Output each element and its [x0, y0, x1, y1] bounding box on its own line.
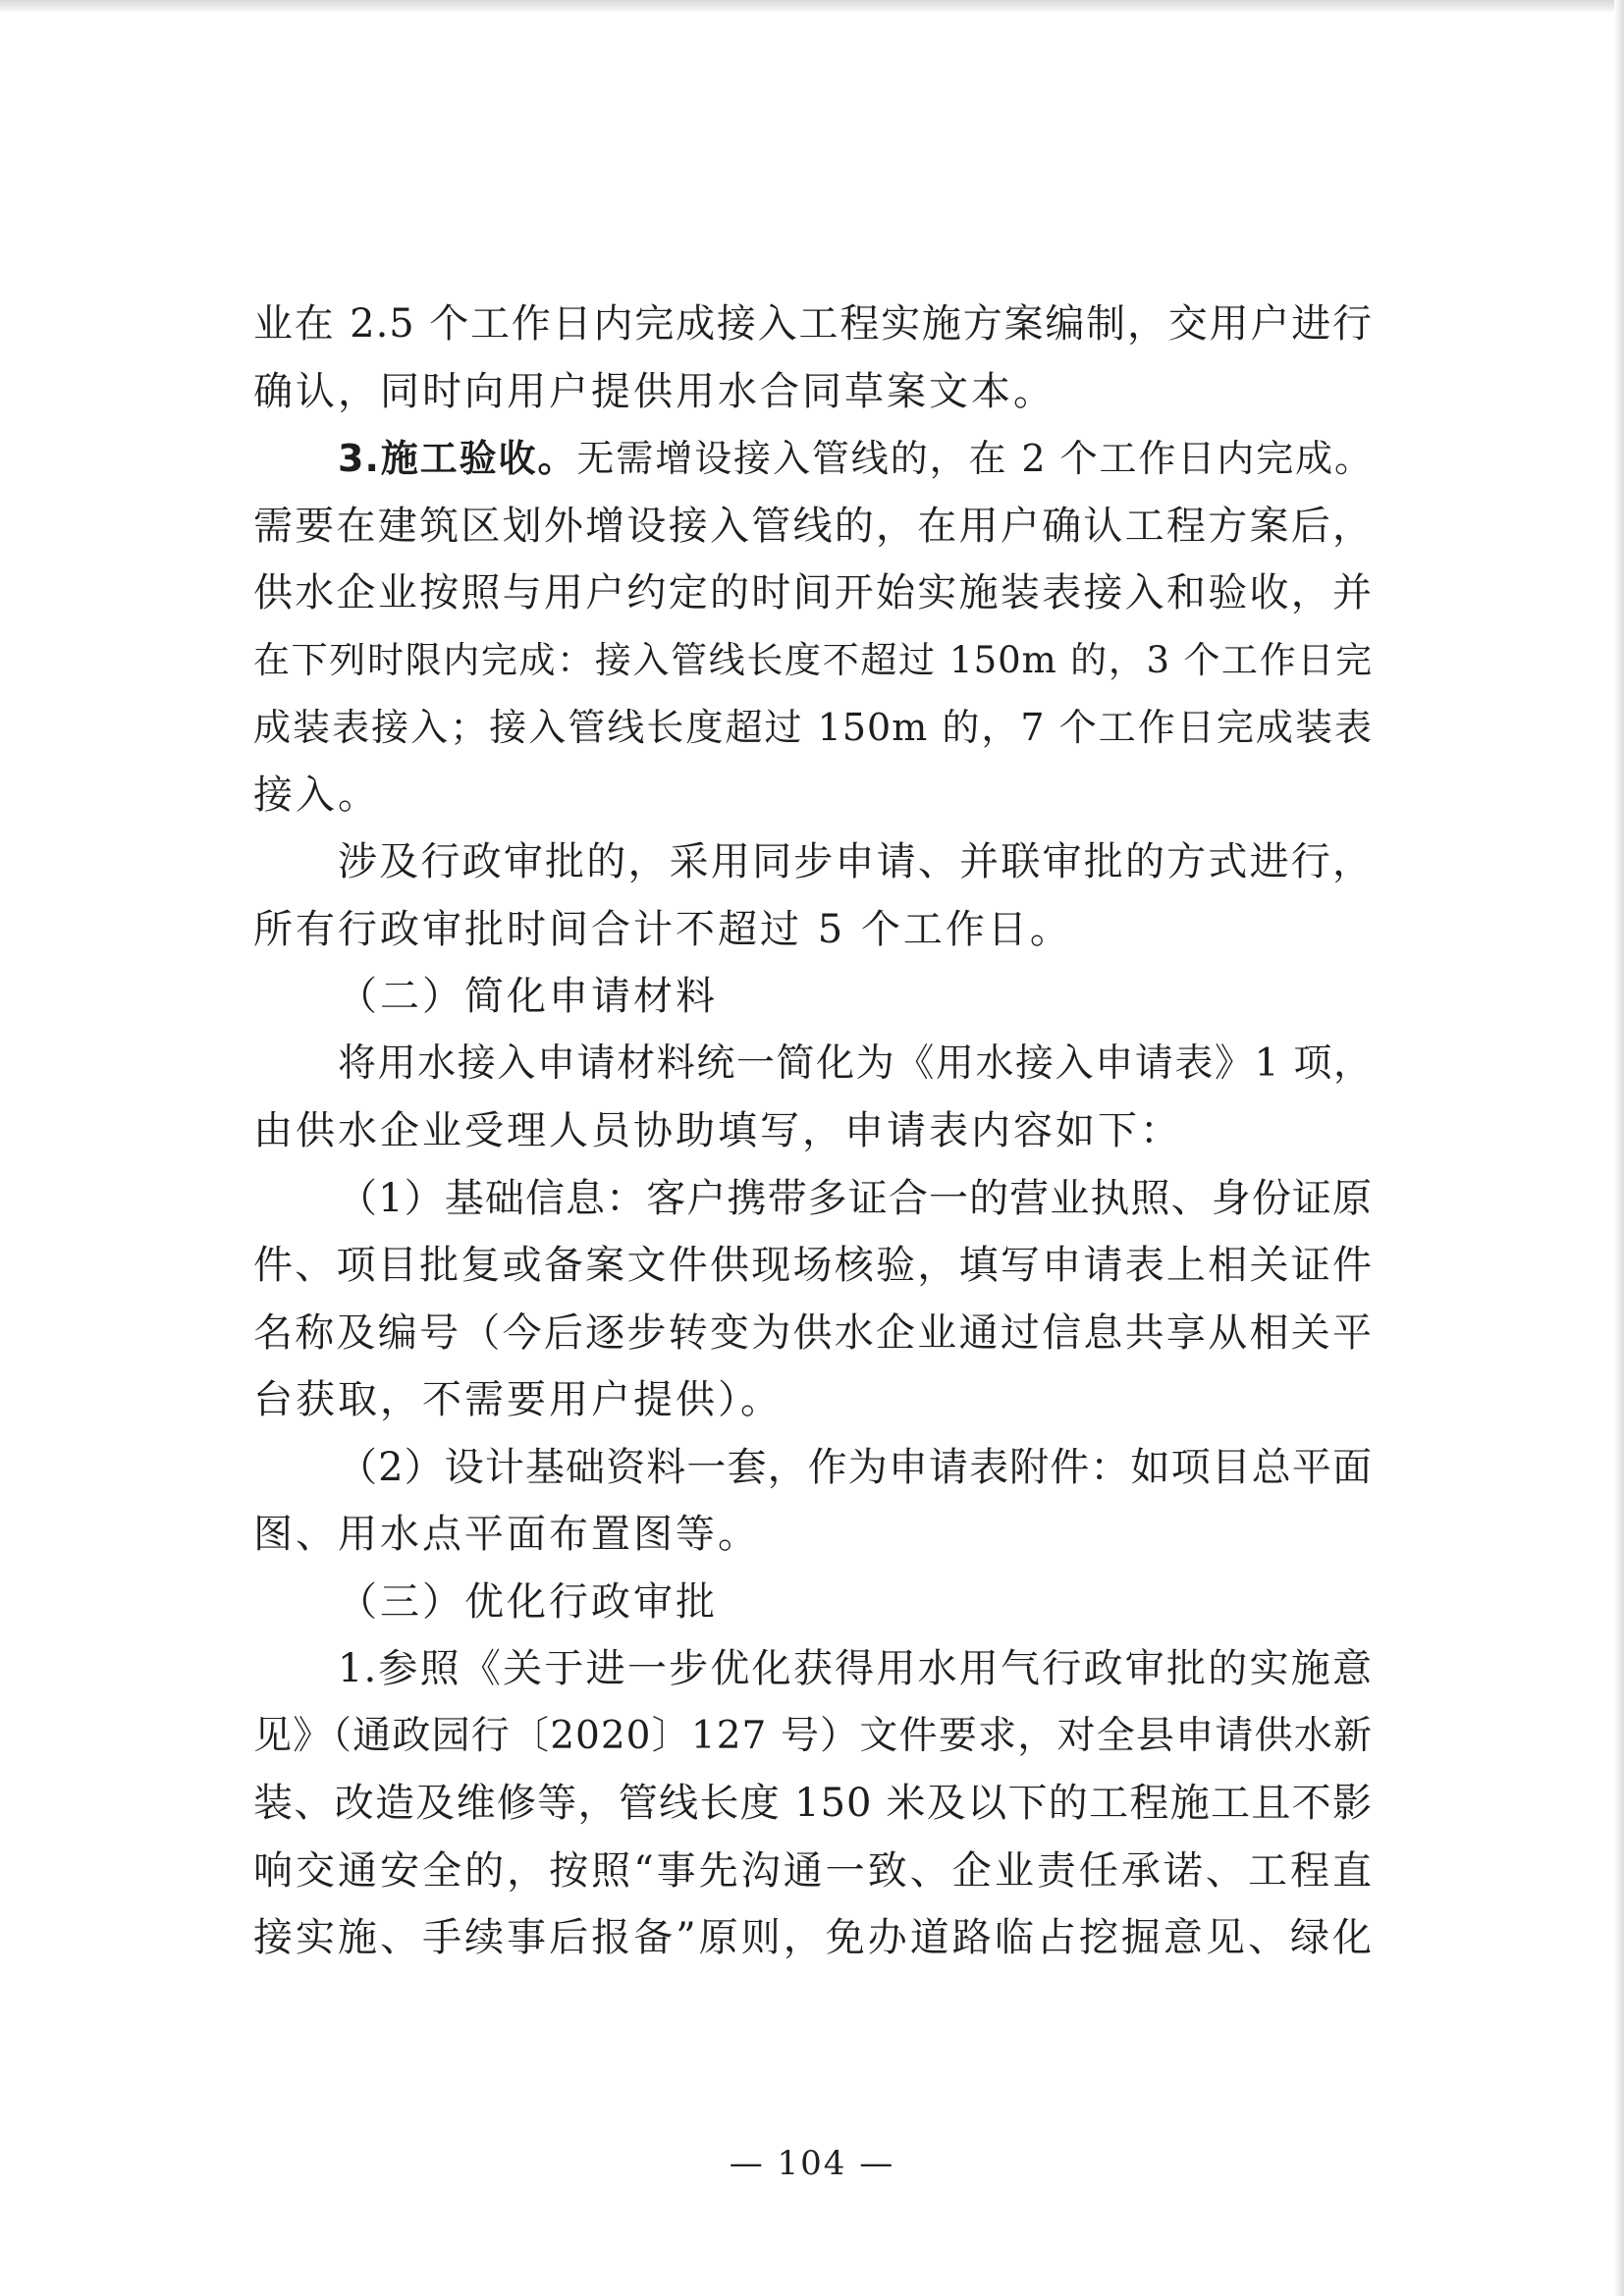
text-line: 台获取，不需要用户提供）。	[253, 1377, 783, 1422]
text-line: 确认，同时向用户提供用水合同草案文本。	[253, 368, 1056, 414]
text-span: 无需增设接入管线的，在 2 个工作日内完成。	[576, 437, 1373, 480]
document-body	[253, 291, 1373, 1972]
text-line: 见》（通政园行〔2020〕127 号）文件要求，对全县申请供水新	[253, 1713, 1373, 1758]
section-heading-construction-acceptance: 3.施工验收。	[338, 437, 577, 480]
text-line: 名称及编号（今后逐步转变为供水企业通过信息共享从相关平	[253, 1309, 1373, 1356]
section-heading: （二）简化申请材料	[338, 974, 718, 1019]
text-line: 件、项目批复或备案文件供现场核验，填写申请表上相关证件	[253, 1243, 1373, 1288]
text-line: 所有行政审批时间合计不超过 5 个工作日。	[253, 906, 1072, 952]
text-line: 由供水企业受理人员协助填写，申请表内容如下：	[253, 1108, 1182, 1153]
text-line: 涉及行政审批的，采用同步申请、并联审批的方式进行，	[338, 839, 1373, 884]
text-line: 需要在建筑区划外增设接入管线的，在用户确认工程方案后，	[253, 503, 1373, 549]
text-line: （1）基础信息：客户携带多证合一的营业执照、身份证原	[338, 1175, 1373, 1221]
text-line: 装、改造及维修等，管线长度 150 米及以下的工程施工且不影	[253, 1781, 1373, 1826]
scan-shadow-right	[1614, 0, 1624, 2296]
page-number: — 104 —	[729, 2144, 895, 2183]
text-line: 图、用水点平面布置图等。	[253, 1512, 760, 1557]
text-line: 1.参照《关于进一步优化获得用水用气行政审批的实施意	[338, 1646, 1373, 1691]
text-line: 接入。	[253, 772, 380, 818]
text-line: 成装表接入；接入管线长度超过 150m 的，7 个工作日完成装表	[253, 706, 1373, 749]
text-line: 业在 2.5 个工作日内完成接入工程实施方案编制，交用户进行	[253, 301, 1373, 347]
text-line: 接实施、手续事后报备”原则，免办道路临占挖掘意见、绿化	[253, 1915, 1373, 1960]
text-line	[253, 425, 1373, 493]
text-line: 将用水接入申请材料统一简化为《用水接入申请表》1 项，	[338, 1041, 1373, 1086]
text-line: 供水企业按照与用户约定的时间开始实施装表接入和验收，并	[253, 570, 1373, 615]
text-line: 响交通安全的，按照“事先沟通一致、企业责任承诺、工程直	[253, 1847, 1373, 1894]
text-line: （2）设计基础资料一套，作为申请表附件：如项目总平面	[338, 1444, 1373, 1490]
text-line: 在下列时限内完成：接入管线长度不超过 150m 的，3 个工作日完	[253, 638, 1373, 681]
scan-shadow-top	[0, 0, 1624, 14]
section-heading: （三）优化行政审批	[338, 1578, 718, 1625]
